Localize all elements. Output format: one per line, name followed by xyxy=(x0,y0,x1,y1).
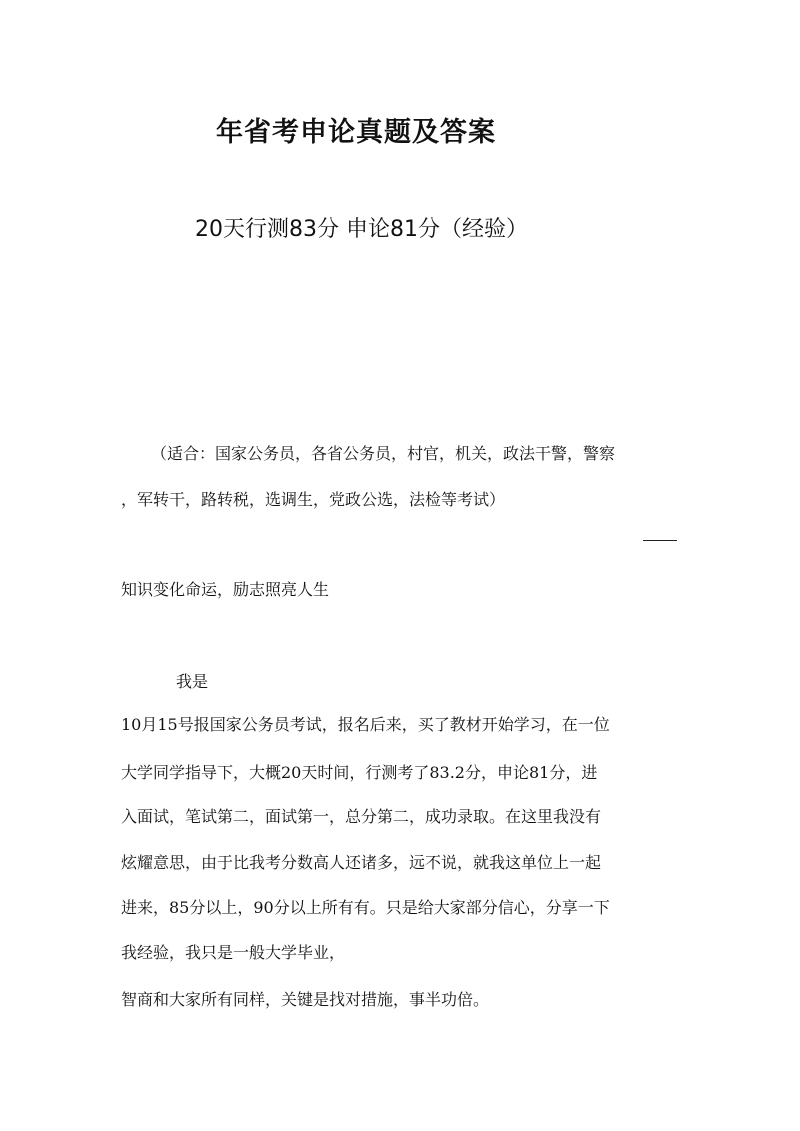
motto-line: 知识变化命运，励志照亮人生 xyxy=(121,580,330,599)
body-paragraph-line: 进来，85分以上，90分以上所有有。只是给大家部分信心，分享一下 xyxy=(121,898,610,917)
body-paragraph-line: 我经验，我只是一般大学毕业， xyxy=(121,943,346,962)
applicable-note-line-1: （适合：国家公务员，各省公务员，村官，机关，政法干警，警察 xyxy=(151,444,616,463)
dash-divider xyxy=(643,540,677,541)
body-paragraph-line: 炫耀意思，由于比我考分数高人还诸多，远不说，就我这单位上一起 xyxy=(121,853,602,872)
page-subtitle: 20天行测83分 申论81分（经验） xyxy=(195,217,528,242)
body-paragraph-line: 入面试，笔试第二，面试第一，总分第二，成功录取。在这里我没有 xyxy=(121,807,602,826)
body-paragraph-line: 10月15号报国家公务员考试，报名后来，买了教材开始学习，在一位 xyxy=(121,715,610,734)
body-paragraph-line: 智商和大家所有同样，关键是找对措施，事半功倍。 xyxy=(121,990,490,1009)
body-paragraph-line: 我是 xyxy=(176,672,209,691)
applicable-note-line-2: ，军转干，路转税，选调生，党政公选，法检等考试） xyxy=(121,490,506,509)
page-title: 年省考申论真题及答案 xyxy=(216,117,496,148)
body-paragraph-line: 大学同学指导下，大概20天时间，行测考了83.2分，申论81分，进 xyxy=(121,763,598,782)
